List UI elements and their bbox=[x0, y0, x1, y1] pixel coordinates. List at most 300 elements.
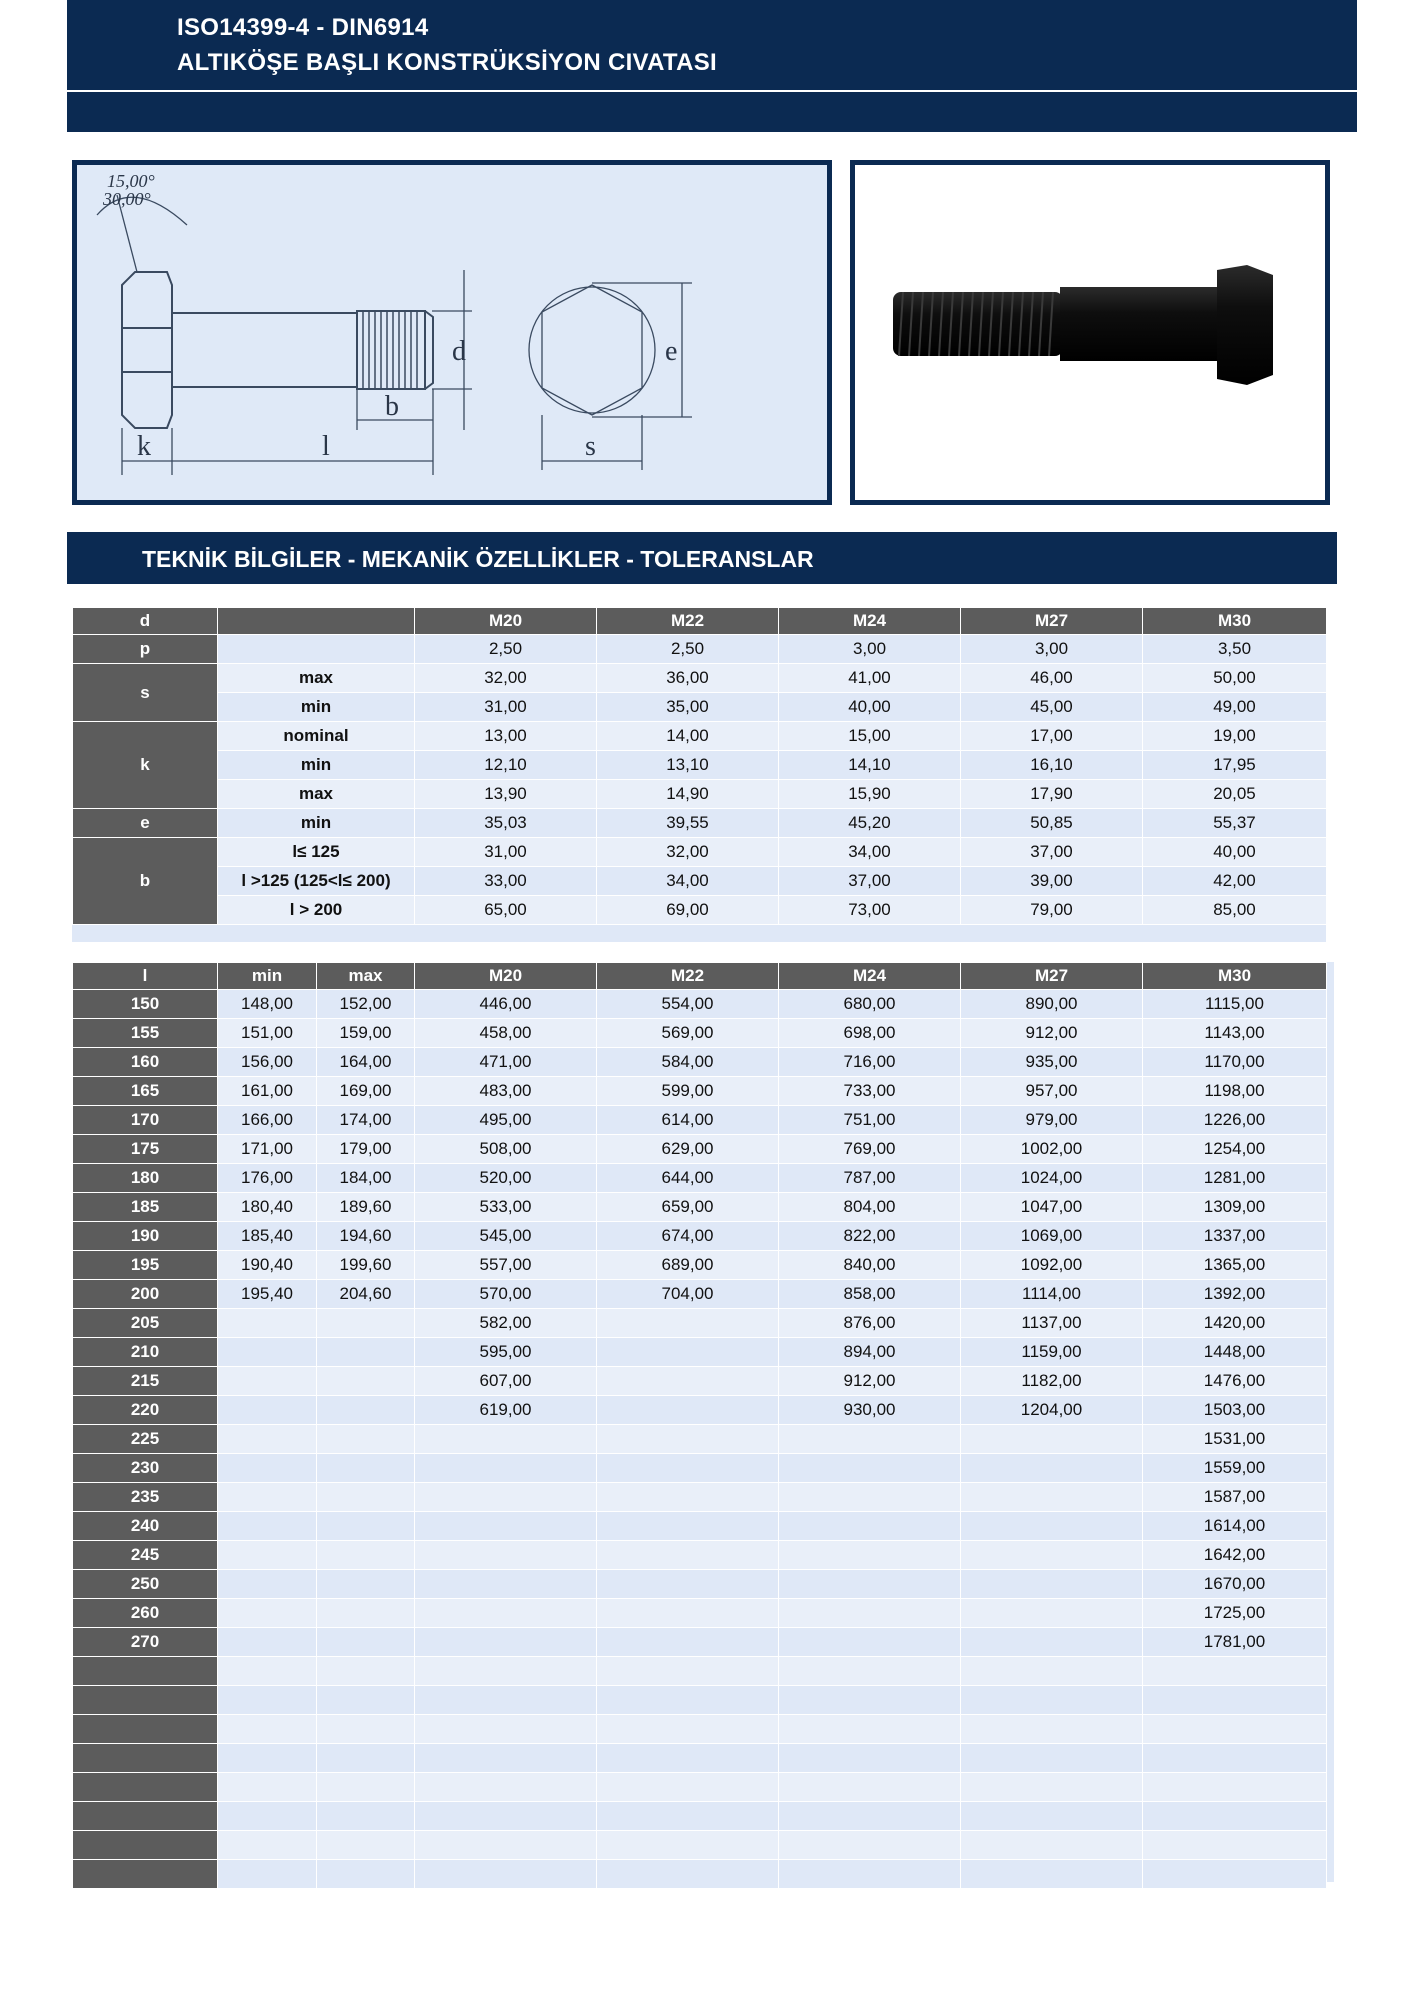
table-cell bbox=[597, 1367, 779, 1396]
table-cell: 674,00 bbox=[597, 1222, 779, 1251]
table-cell: 1170,00 bbox=[1143, 1048, 1327, 1077]
table-cell bbox=[597, 1425, 779, 1454]
length-max: 174,00 bbox=[317, 1106, 415, 1135]
table-cell bbox=[597, 1512, 779, 1541]
table-row bbox=[73, 1802, 1327, 1831]
length-min: 171,00 bbox=[218, 1135, 317, 1164]
table-header-size: M30 bbox=[1143, 608, 1327, 635]
table-cell: 471,00 bbox=[415, 1048, 597, 1077]
length-max bbox=[317, 1512, 415, 1541]
table-cell bbox=[961, 1599, 1143, 1628]
table-cell: 595,00 bbox=[415, 1338, 597, 1367]
table-cell bbox=[597, 1454, 779, 1483]
table-row bbox=[73, 990, 1327, 1019]
table-cell: 822,00 bbox=[779, 1222, 961, 1251]
length-min bbox=[218, 1483, 317, 1512]
length-max bbox=[317, 1425, 415, 1454]
table-row bbox=[73, 780, 1327, 809]
dim-k: k bbox=[137, 431, 151, 462]
table-cell bbox=[961, 1454, 1143, 1483]
row-sublabel: l≤ 125 bbox=[218, 838, 415, 867]
technical-drawing bbox=[72, 160, 832, 505]
table-cell bbox=[961, 1860, 1143, 1889]
table-cell: 570,00 bbox=[415, 1280, 597, 1309]
table-cell: 46,00 bbox=[961, 664, 1143, 693]
table-cell bbox=[1143, 1831, 1327, 1860]
table-cell: 17,95 bbox=[1143, 751, 1327, 780]
length-label: 200 bbox=[73, 1280, 218, 1309]
table-cell bbox=[779, 1425, 961, 1454]
length-min bbox=[218, 1860, 317, 1889]
table-row bbox=[73, 809, 1327, 838]
table-cell bbox=[597, 1483, 779, 1512]
table-cell bbox=[597, 1309, 779, 1338]
table-cell: 37,00 bbox=[961, 838, 1143, 867]
table-cell: 3,00 bbox=[961, 635, 1143, 664]
table-cell: 1587,00 bbox=[1143, 1483, 1327, 1512]
table-cell bbox=[597, 1802, 779, 1831]
table-cell bbox=[779, 1657, 961, 1686]
standard-title: ISO14399-4 - DIN6914 bbox=[177, 14, 429, 41]
table-cell bbox=[1143, 1744, 1327, 1773]
bolt-photo-svg bbox=[855, 165, 1325, 500]
table-row bbox=[73, 1773, 1327, 1802]
table-cell: 2,50 bbox=[597, 635, 779, 664]
table-cell bbox=[1143, 1715, 1327, 1744]
length-min: 151,00 bbox=[218, 1019, 317, 1048]
table-cell: 533,00 bbox=[415, 1193, 597, 1222]
table-cell: 34,00 bbox=[779, 838, 961, 867]
length-max bbox=[317, 1773, 415, 1802]
table-row bbox=[73, 722, 1327, 751]
length-max: 152,00 bbox=[317, 990, 415, 1019]
row-label: s bbox=[73, 664, 218, 722]
table-cell: 483,00 bbox=[415, 1077, 597, 1106]
length-label: 270 bbox=[73, 1628, 218, 1657]
table-cell: 890,00 bbox=[961, 990, 1143, 1019]
table-cell: 17,90 bbox=[961, 780, 1143, 809]
length-max: 204,60 bbox=[317, 1280, 415, 1309]
table-cell: 619,00 bbox=[415, 1396, 597, 1425]
table-cell bbox=[597, 1570, 779, 1599]
length-label: 260 bbox=[73, 1599, 218, 1628]
dim-e: e bbox=[665, 336, 678, 367]
length-label: 220 bbox=[73, 1396, 218, 1425]
table-cell bbox=[1143, 1860, 1327, 1889]
table-cell: 557,00 bbox=[415, 1251, 597, 1280]
table-cell: 1069,00 bbox=[961, 1222, 1143, 1251]
length-label: 225 bbox=[73, 1425, 218, 1454]
table-header-size: M27 bbox=[961, 963, 1143, 990]
length-min bbox=[218, 1367, 317, 1396]
table-cell bbox=[779, 1860, 961, 1889]
table-row bbox=[73, 1019, 1327, 1048]
table-cell: 698,00 bbox=[779, 1019, 961, 1048]
dim-b: b bbox=[385, 391, 399, 422]
table-cell bbox=[415, 1831, 597, 1860]
row-sublabel: min bbox=[218, 693, 415, 722]
table-cell bbox=[1143, 1657, 1327, 1686]
table-cell bbox=[961, 1541, 1143, 1570]
table-row bbox=[73, 1338, 1327, 1367]
length-min bbox=[218, 1599, 317, 1628]
table-header-size: M27 bbox=[961, 608, 1143, 635]
table-cell: 1337,00 bbox=[1143, 1222, 1327, 1251]
table-cell: 1614,00 bbox=[1143, 1512, 1327, 1541]
table-cell: 1137,00 bbox=[961, 1309, 1143, 1338]
length-min bbox=[218, 1715, 317, 1744]
table-cell bbox=[597, 1338, 779, 1367]
row-sublabel: max bbox=[218, 780, 415, 809]
length-label: 175 bbox=[73, 1135, 218, 1164]
table-cell: 32,00 bbox=[415, 664, 597, 693]
table-cell bbox=[597, 1396, 779, 1425]
table-row bbox=[73, 1454, 1327, 1483]
table-cell bbox=[415, 1657, 597, 1686]
length-max bbox=[317, 1338, 415, 1367]
table-cell: 15,00 bbox=[779, 722, 961, 751]
length-min bbox=[218, 1628, 317, 1657]
length-label bbox=[73, 1831, 218, 1860]
table-header-size: M24 bbox=[779, 608, 961, 635]
table-cell: 2,50 bbox=[415, 635, 597, 664]
table-cell: 79,00 bbox=[961, 896, 1143, 925]
table-cell: 804,00 bbox=[779, 1193, 961, 1222]
length-min bbox=[218, 1309, 317, 1338]
table-row bbox=[73, 1657, 1327, 1686]
table-cell: 14,10 bbox=[779, 751, 961, 780]
table-cell bbox=[961, 1657, 1143, 1686]
table-cell: 716,00 bbox=[779, 1048, 961, 1077]
table-row bbox=[73, 1425, 1327, 1454]
table-header-d: d bbox=[73, 608, 218, 635]
length-max bbox=[317, 1686, 415, 1715]
table-cell: 1002,00 bbox=[961, 1135, 1143, 1164]
table-cell bbox=[779, 1541, 961, 1570]
table-cell: 680,00 bbox=[779, 990, 961, 1019]
table-cell: 1531,00 bbox=[1143, 1425, 1327, 1454]
length-label: 155 bbox=[73, 1019, 218, 1048]
table-cell: 31,00 bbox=[415, 838, 597, 867]
length-label: 210 bbox=[73, 1338, 218, 1367]
row-sublabel: max bbox=[218, 664, 415, 693]
table-cell: 858,00 bbox=[779, 1280, 961, 1309]
table-header-blank bbox=[218, 608, 415, 635]
table-cell bbox=[597, 1599, 779, 1628]
table-row bbox=[73, 1599, 1327, 1628]
row-sublabel: nominal bbox=[218, 722, 415, 751]
length-label: 205 bbox=[73, 1309, 218, 1338]
table-cell bbox=[779, 1454, 961, 1483]
length-min bbox=[218, 1802, 317, 1831]
length-label: 215 bbox=[73, 1367, 218, 1396]
table-cell: 912,00 bbox=[779, 1367, 961, 1396]
length-min: 195,40 bbox=[218, 1280, 317, 1309]
length-max bbox=[317, 1628, 415, 1657]
table-cell: 39,55 bbox=[597, 809, 779, 838]
table-cell bbox=[961, 1802, 1143, 1831]
length-label: 150 bbox=[73, 990, 218, 1019]
table-cell: 15,90 bbox=[779, 780, 961, 809]
length-max bbox=[317, 1454, 415, 1483]
table-cell: 930,00 bbox=[779, 1396, 961, 1425]
table-cell bbox=[961, 1715, 1143, 1744]
length-max bbox=[317, 1657, 415, 1686]
length-label: 185 bbox=[73, 1193, 218, 1222]
table-header-size: M22 bbox=[597, 608, 779, 635]
table-cell bbox=[779, 1773, 961, 1802]
length-max: 184,00 bbox=[317, 1164, 415, 1193]
table-cell: 508,00 bbox=[415, 1135, 597, 1164]
table-cell: 554,00 bbox=[597, 990, 779, 1019]
length-max bbox=[317, 1483, 415, 1512]
table-cell: 12,10 bbox=[415, 751, 597, 780]
table-cell bbox=[597, 1744, 779, 1773]
table-cell: 40,00 bbox=[1143, 838, 1327, 867]
table-cell: 629,00 bbox=[597, 1135, 779, 1164]
length-label bbox=[73, 1860, 218, 1889]
table-cell bbox=[779, 1802, 961, 1831]
table-row bbox=[73, 1512, 1327, 1541]
table-cell: 1420,00 bbox=[1143, 1309, 1327, 1338]
table-cell: 733,00 bbox=[779, 1077, 961, 1106]
length-min bbox=[218, 1512, 317, 1541]
table-cell bbox=[779, 1744, 961, 1773]
table-header-min: min bbox=[218, 963, 317, 990]
table-cell bbox=[415, 1744, 597, 1773]
length-label: 190 bbox=[73, 1222, 218, 1251]
length-max bbox=[317, 1309, 415, 1338]
table-row bbox=[73, 1106, 1327, 1135]
table-row bbox=[73, 1541, 1327, 1570]
table-cell: 1642,00 bbox=[1143, 1541, 1327, 1570]
table-cell bbox=[961, 1831, 1143, 1860]
table-cell: 3,50 bbox=[1143, 635, 1327, 664]
length-max: 169,00 bbox=[317, 1077, 415, 1106]
table-row bbox=[73, 1628, 1327, 1657]
table-cell: 14,90 bbox=[597, 780, 779, 809]
table-cell bbox=[415, 1512, 597, 1541]
row-sublabel: l > 200 bbox=[218, 896, 415, 925]
length-label: 250 bbox=[73, 1570, 218, 1599]
length-label: 195 bbox=[73, 1251, 218, 1280]
table-row bbox=[73, 1048, 1327, 1077]
length-label bbox=[73, 1744, 218, 1773]
bolt-photo bbox=[850, 160, 1330, 505]
length-min bbox=[218, 1338, 317, 1367]
length-max bbox=[317, 1396, 415, 1425]
length-max bbox=[317, 1860, 415, 1889]
table-cell bbox=[961, 1570, 1143, 1599]
table-cell bbox=[779, 1570, 961, 1599]
section-header bbox=[67, 532, 1337, 584]
length-max: 179,00 bbox=[317, 1135, 415, 1164]
table-cell: 584,00 bbox=[597, 1048, 779, 1077]
table-row bbox=[73, 693, 1327, 722]
table-cell: 1476,00 bbox=[1143, 1367, 1327, 1396]
table-cell: 32,00 bbox=[597, 838, 779, 867]
table-row bbox=[73, 751, 1327, 780]
bolt-thread bbox=[357, 311, 425, 389]
table-cell: 3,00 bbox=[779, 635, 961, 664]
table-row bbox=[73, 635, 1327, 664]
table-cell: 35,00 bbox=[597, 693, 779, 722]
table-cell bbox=[597, 1773, 779, 1802]
table-row bbox=[73, 1222, 1327, 1251]
table-cell bbox=[597, 1541, 779, 1570]
table-cell bbox=[1143, 1773, 1327, 1802]
table-cell: 36,00 bbox=[597, 664, 779, 693]
row-label: p bbox=[73, 635, 218, 664]
table-cell: 1670,00 bbox=[1143, 1570, 1327, 1599]
table-cell: 1198,00 bbox=[1143, 1077, 1327, 1106]
table-row bbox=[73, 896, 1327, 925]
table-cell: 1143,00 bbox=[1143, 1019, 1327, 1048]
table-cell bbox=[597, 1686, 779, 1715]
table-cell: 13,00 bbox=[415, 722, 597, 751]
table-cell: 1281,00 bbox=[1143, 1164, 1327, 1193]
length-label: 245 bbox=[73, 1541, 218, 1570]
table-cell: 957,00 bbox=[961, 1077, 1143, 1106]
table-cell: 37,00 bbox=[779, 867, 961, 896]
table-cell bbox=[415, 1425, 597, 1454]
length-min bbox=[218, 1425, 317, 1454]
row-sublabel: min bbox=[218, 809, 415, 838]
table-cell: 13,90 bbox=[415, 780, 597, 809]
table-cell: 894,00 bbox=[779, 1338, 961, 1367]
length-min bbox=[218, 1657, 317, 1686]
table-cell: 458,00 bbox=[415, 1019, 597, 1048]
table-cell bbox=[961, 1512, 1143, 1541]
table-row bbox=[73, 1193, 1327, 1222]
dim-s: s bbox=[585, 431, 596, 462]
table-cell: 50,00 bbox=[1143, 664, 1327, 693]
table-cell bbox=[415, 1599, 597, 1628]
dimensions-table bbox=[72, 607, 1327, 925]
table-row bbox=[73, 1396, 1327, 1425]
weights-table bbox=[72, 962, 1327, 1889]
table-cell bbox=[415, 1570, 597, 1599]
table-cell bbox=[961, 1483, 1143, 1512]
table-cell bbox=[779, 1512, 961, 1541]
table-cell: 65,00 bbox=[415, 896, 597, 925]
angle-label-15: 15,00° bbox=[107, 171, 155, 191]
table-row bbox=[73, 1715, 1327, 1744]
table-cell: 689,00 bbox=[597, 1251, 779, 1280]
length-min bbox=[218, 1396, 317, 1425]
table-header-size: M24 bbox=[779, 963, 961, 990]
table-cell: 659,00 bbox=[597, 1193, 779, 1222]
table-cell: 34,00 bbox=[597, 867, 779, 896]
table-row bbox=[73, 1309, 1327, 1338]
table-cell: 545,00 bbox=[415, 1222, 597, 1251]
table-cell: 39,00 bbox=[961, 867, 1143, 896]
length-min: 161,00 bbox=[218, 1077, 317, 1106]
length-max: 159,00 bbox=[317, 1019, 415, 1048]
table-cell bbox=[779, 1599, 961, 1628]
row-sublabel: min bbox=[218, 751, 415, 780]
table-row bbox=[73, 1686, 1327, 1715]
table-cell: 1204,00 bbox=[961, 1396, 1143, 1425]
table-cell: 912,00 bbox=[961, 1019, 1143, 1048]
table-cell: 1182,00 bbox=[961, 1367, 1143, 1396]
length-max bbox=[317, 1715, 415, 1744]
table-cell bbox=[961, 1773, 1143, 1802]
table-row bbox=[73, 1860, 1327, 1889]
bolt-head-side bbox=[122, 272, 172, 428]
table-cell: 45,20 bbox=[779, 809, 961, 838]
header-band bbox=[67, 92, 1357, 132]
table-cell: 1159,00 bbox=[961, 1338, 1143, 1367]
table-cell bbox=[415, 1628, 597, 1657]
table-cell: 840,00 bbox=[779, 1251, 961, 1280]
length-label: 235 bbox=[73, 1483, 218, 1512]
length-label: 160 bbox=[73, 1048, 218, 1077]
length-min: 185,40 bbox=[218, 1222, 317, 1251]
table-cell: 599,00 bbox=[597, 1077, 779, 1106]
table-cell: 1226,00 bbox=[1143, 1106, 1327, 1135]
length-min bbox=[218, 1686, 317, 1715]
table-row bbox=[73, 1135, 1327, 1164]
table-header-max: max bbox=[317, 963, 415, 990]
table-row bbox=[73, 1367, 1327, 1396]
table-cell bbox=[1143, 1686, 1327, 1715]
table-cell bbox=[779, 1628, 961, 1657]
table-cell: 33,00 bbox=[415, 867, 597, 896]
length-label bbox=[73, 1715, 218, 1744]
length-label bbox=[73, 1657, 218, 1686]
length-max bbox=[317, 1831, 415, 1860]
table-cell bbox=[415, 1686, 597, 1715]
table-cell: 751,00 bbox=[779, 1106, 961, 1135]
row-sublabel: l >125 (125<l≤ 200) bbox=[218, 867, 415, 896]
length-label bbox=[73, 1686, 218, 1715]
length-max bbox=[317, 1570, 415, 1599]
row-sublabel bbox=[218, 635, 415, 664]
length-label: 240 bbox=[73, 1512, 218, 1541]
table-cell: 13,10 bbox=[597, 751, 779, 780]
table-row bbox=[73, 664, 1327, 693]
table-cell: 1781,00 bbox=[1143, 1628, 1327, 1657]
table-cell: 979,00 bbox=[961, 1106, 1143, 1135]
length-min: 156,00 bbox=[218, 1048, 317, 1077]
table-cell: 582,00 bbox=[415, 1309, 597, 1338]
table-header-size: M20 bbox=[415, 963, 597, 990]
table-row bbox=[73, 867, 1327, 896]
page-header bbox=[67, 0, 1357, 90]
length-min bbox=[218, 1744, 317, 1773]
table-cell bbox=[779, 1686, 961, 1715]
table-cell: 55,37 bbox=[1143, 809, 1327, 838]
length-max: 199,60 bbox=[317, 1251, 415, 1280]
length-max bbox=[317, 1802, 415, 1831]
bolt-shank bbox=[172, 313, 357, 387]
dim-d: d bbox=[452, 336, 466, 367]
length-label: 230 bbox=[73, 1454, 218, 1483]
row-label: b bbox=[73, 838, 218, 925]
table-cell: 1365,00 bbox=[1143, 1251, 1327, 1280]
table-cell bbox=[415, 1773, 597, 1802]
product-title: ALTIKÖŞE BAŞLI KONSTRÜKSİYON CIVATASI bbox=[177, 49, 718, 76]
table-row bbox=[73, 1483, 1327, 1512]
table-cell bbox=[415, 1454, 597, 1483]
table-row bbox=[73, 1831, 1327, 1860]
angle-label-30: 30,00° bbox=[103, 189, 151, 209]
table-cell bbox=[961, 1628, 1143, 1657]
length-min bbox=[218, 1773, 317, 1802]
table-cell bbox=[597, 1657, 779, 1686]
table-cell: 607,00 bbox=[415, 1367, 597, 1396]
